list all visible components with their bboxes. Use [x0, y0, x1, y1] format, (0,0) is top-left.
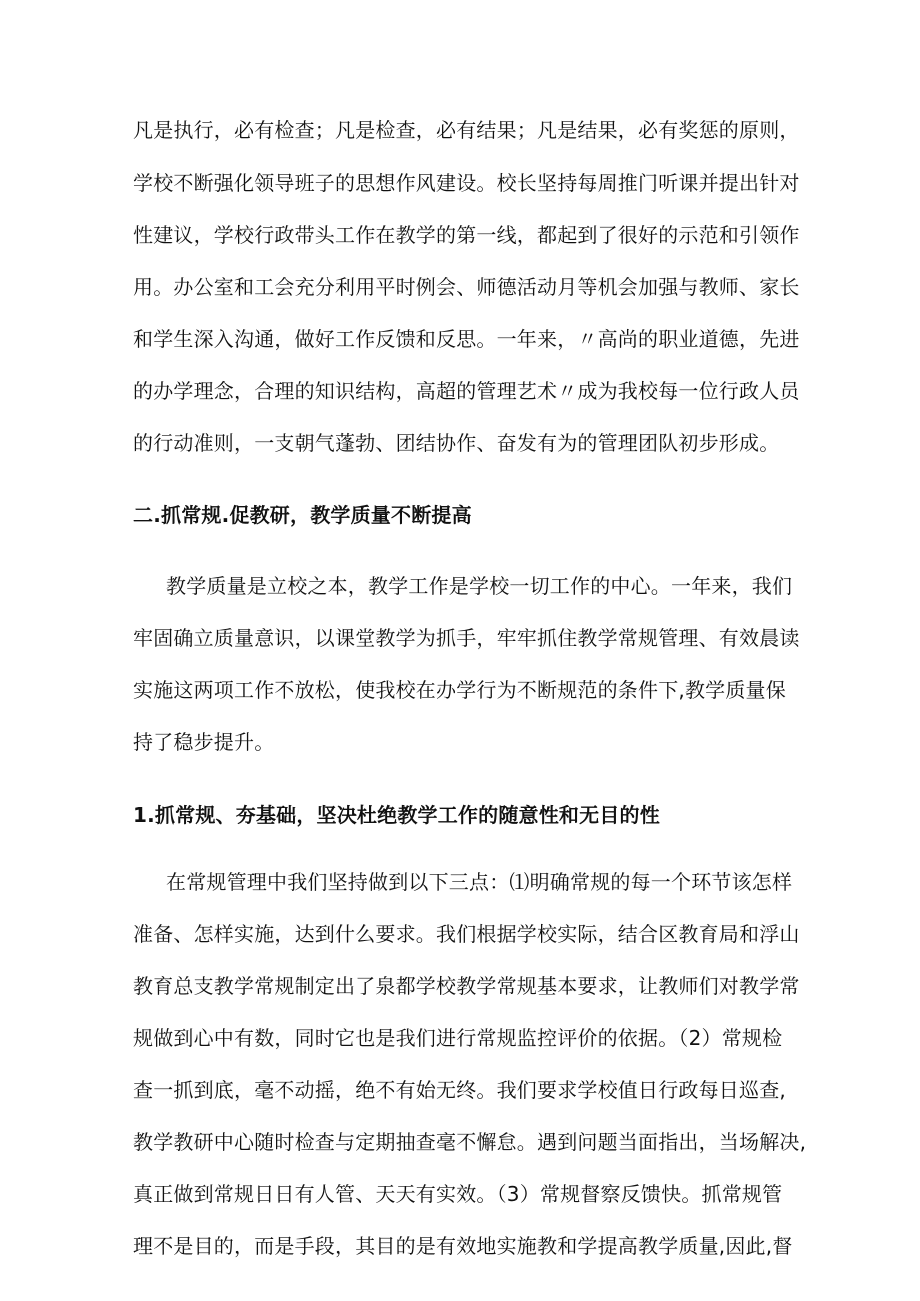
subsection-heading: 1.抓常规、夯基础，坚决杜绝教学工作的随意性和无目的性 — [133, 803, 660, 827]
body-text-line: 用。办公室和工会充分利用平时例会、师德活动月等机会加强与教师、家长 — [133, 275, 800, 299]
body-text-line: 教学质量是立校之本，教学工作是学校一切工作的中心。一年来，我们 — [166, 574, 793, 598]
body-text-line: 理不是目的，而是手段，其目的是有效地实施教和学提高教学质量,因此,督 — [133, 1234, 793, 1258]
body-text-line: 在常规管理中我们坚持做到以下三点：⑴明确常规的每一个环节该怎样 — [166, 870, 793, 894]
section-heading: 二.抓常规.促教研，教学质量不断提高 — [133, 503, 472, 527]
body-text-line: 实施这两项工作不放松，使我校在办学行为不断规范的条件下,教学质量保 — [133, 678, 786, 702]
body-text-line: 真正做到常规日日有人管、天天有实效。（3）常规督察反馈快。抓常规管 — [133, 1182, 783, 1206]
body-text-line: 的办学理念，合理的知识结构，高超的管理艺术〃成为我校每一位行政人员 — [133, 379, 800, 403]
body-text-line: 和学生深入沟通，做好工作反馈和反思。一年来，〃高尚的职业道德，先进 — [133, 327, 800, 351]
body-text-line: 持了稳步提升。 — [133, 730, 275, 754]
body-text-line: 学校不断强化领导班子的思想作风建设。校长坚持每周推门听课并提出针对 — [133, 171, 800, 195]
body-text-line: 教学教研中心随时检查与定期抽查毫不懈怠。遇到问题当面指出，当场解决, — [133, 1130, 807, 1154]
body-text-line: 牢固确立质量意识，以课堂教学为抓手，牢牢抓住教学常规管理、有效晨读 — [133, 626, 800, 650]
body-text-line: 规做到心中有数，同时它也是我们进行常规监控评价的依据。（2）常规检 — [133, 1026, 783, 1050]
body-text-line: 教育总支教学常规制定出了泉都学校教学常规基本要求，让教师们对教学常 — [133, 974, 800, 998]
body-text-line: 查一抓到底，毫不动摇，绝不有始无终。我们要求学校值日行政每日巡查, — [133, 1078, 786, 1102]
body-text-line: 性建议，学校行政带头工作在教学的第一线，都起到了很好的示范和引领作 — [133, 223, 800, 247]
body-text-line: 准备、怎样实施，达到什么要求。我们根据学校实际，结合区教育局和浮山 — [133, 922, 800, 946]
body-text-line: 凡是执行，必有检查；凡是检查，必有结果；凡是结果，必有奖惩的原则， — [133, 118, 800, 142]
body-text-line: 的行动准则，一支朝气蓬勃、团结协作、奋发有为的管理团队初步形成。 — [133, 431, 780, 455]
